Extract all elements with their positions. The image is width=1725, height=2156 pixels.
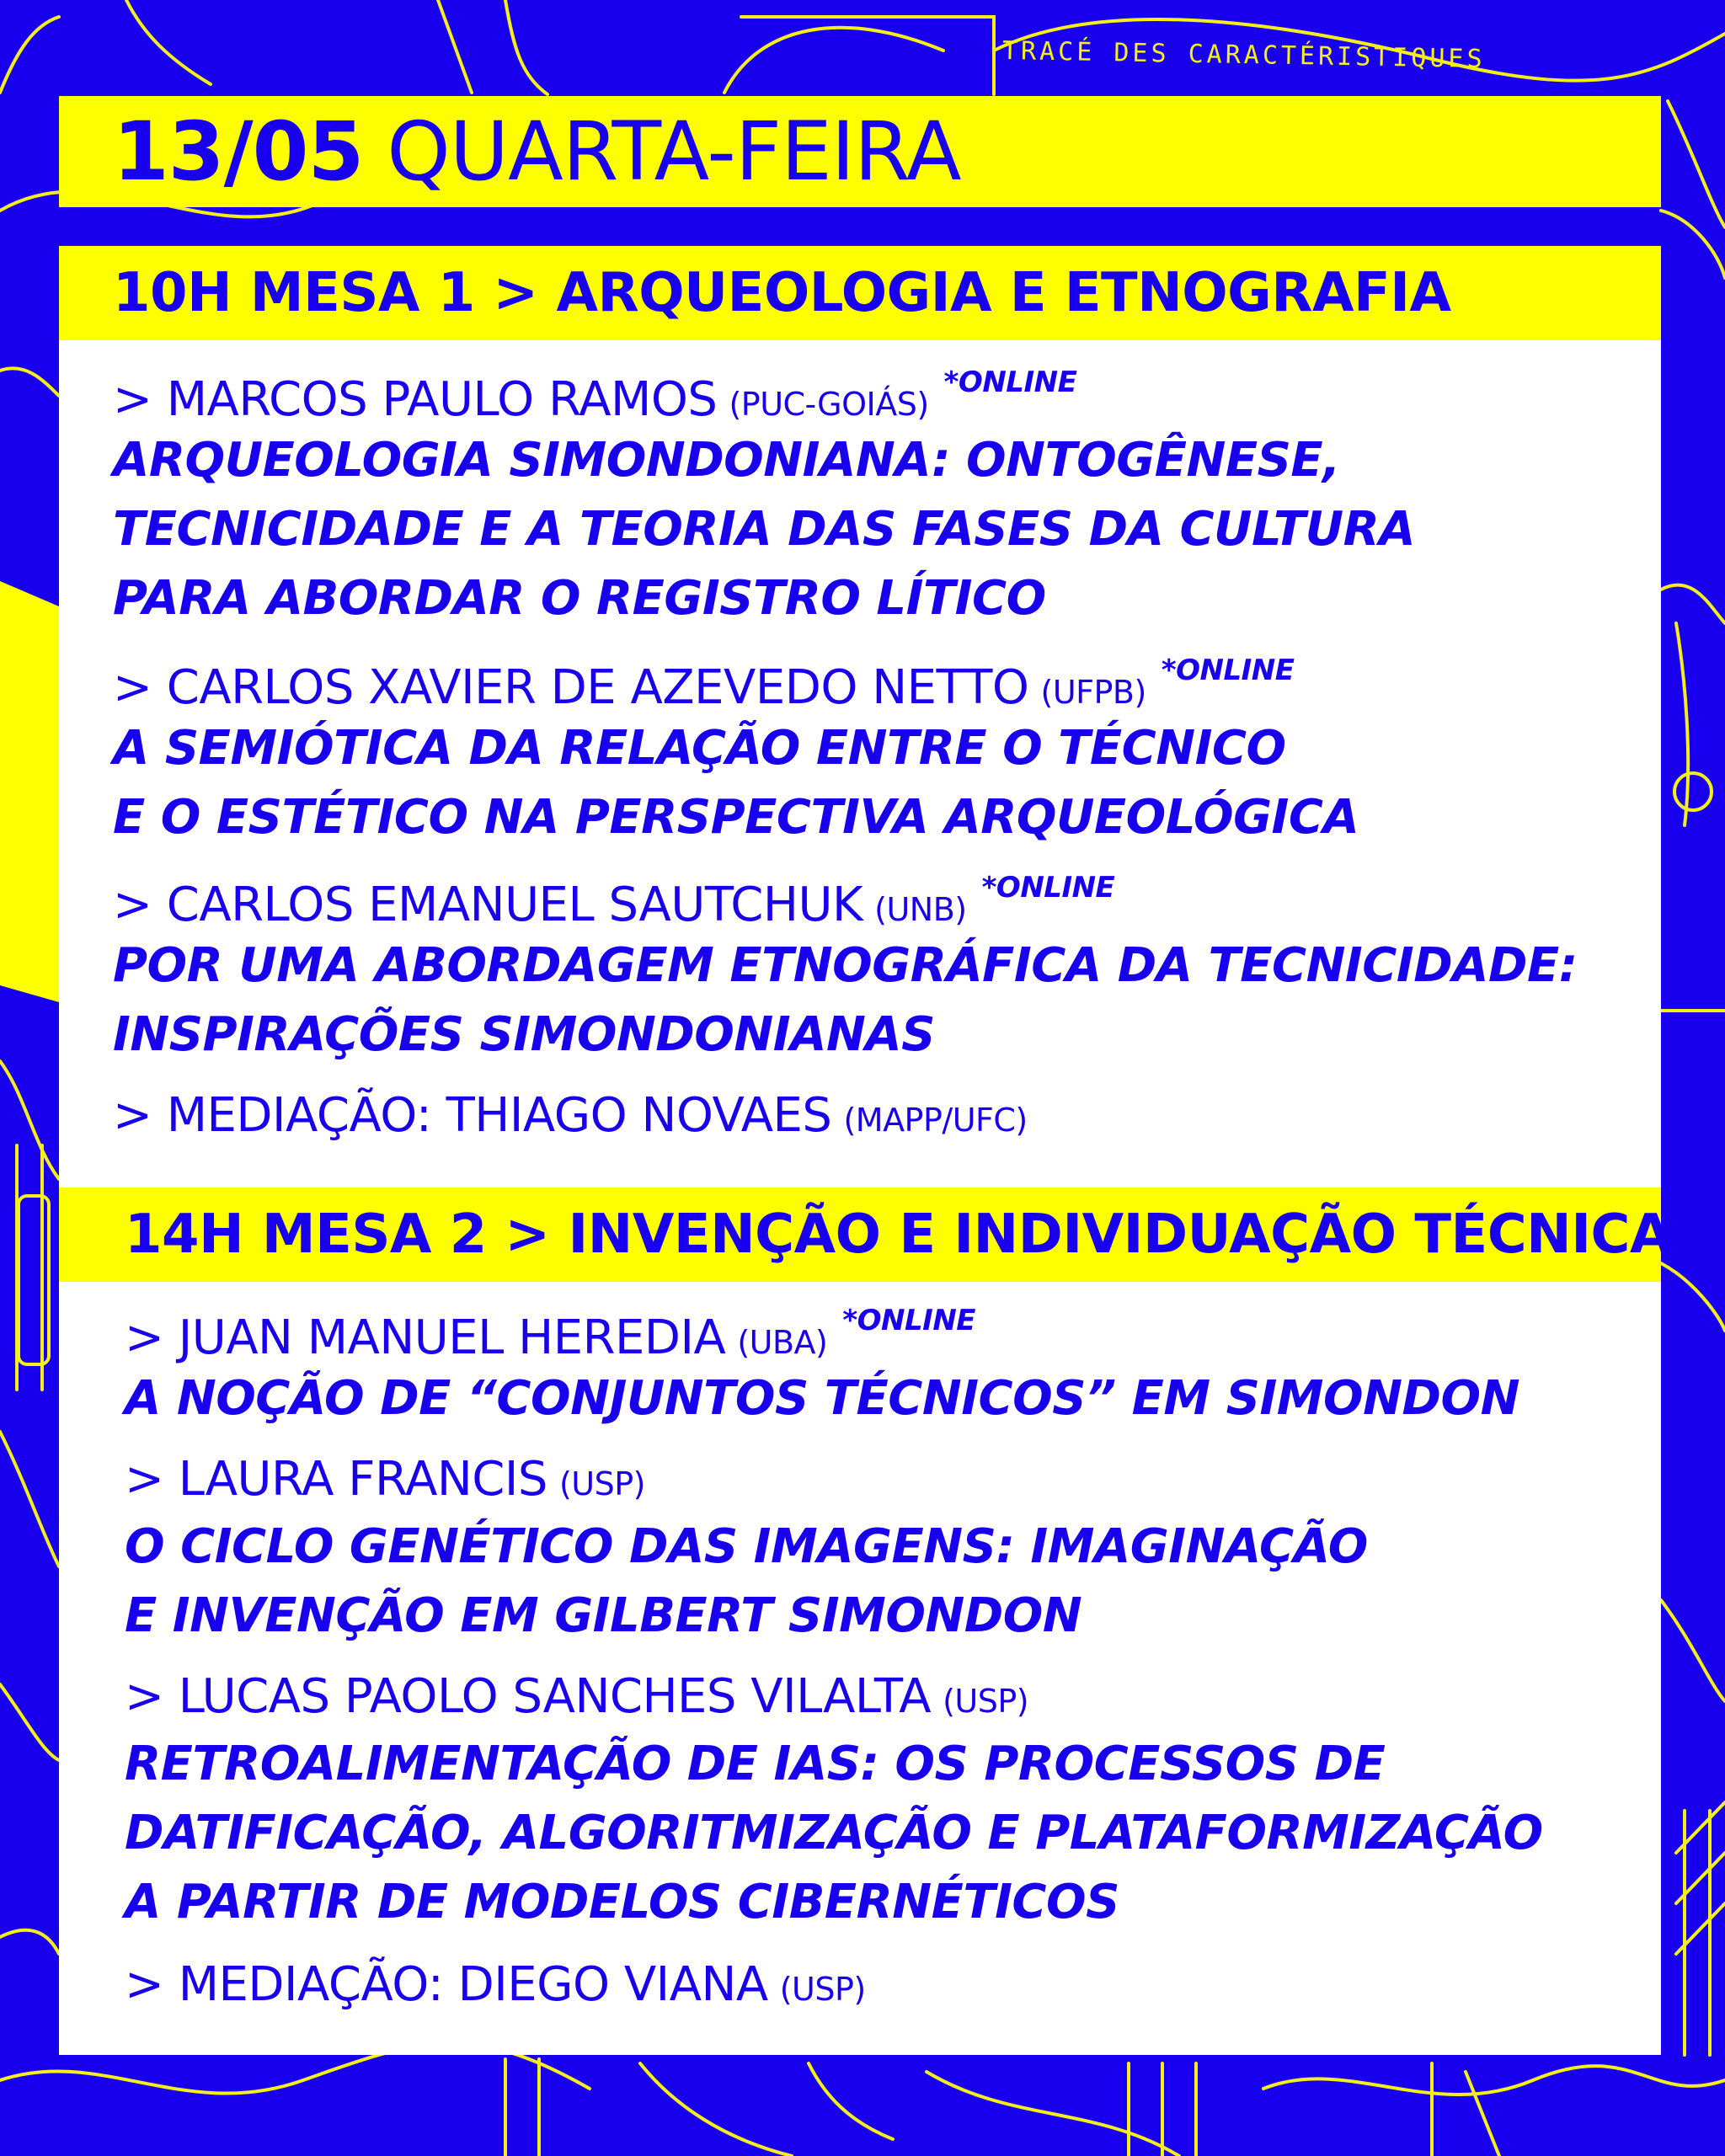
online-tag: *ONLINE (981, 871, 1115, 905)
online-tag: *ONLINE (943, 366, 1077, 399)
speaker-affiliation: (UBA) (737, 1324, 828, 1361)
speaker-name: > MARCOS PAULO RAMOS (113, 372, 718, 427)
mediator-affiliation: (MAPP/UFC) (843, 1102, 1028, 1139)
talk-title-line: RETROALIMENTAÇÃO DE IAS: OS PROCESSOS DE (125, 1737, 1386, 1791)
talk-title-line: INSPIRAÇÕES SIMONDONIANAS (113, 1007, 935, 1062)
background-caption: TRACÉ DES CARACTÉRISTIQUES (1001, 35, 1486, 75)
session-mediation (113, 1088, 1028, 1143)
talk-speaker (125, 1669, 1028, 1724)
session-1-heading-text: 10H MESA 1 > ARQUEOLOGIA E ETNOGRAFIA (113, 262, 1451, 324)
talk-speaker (113, 871, 1114, 932)
date-header (59, 96, 1661, 207)
session-1-panel (59, 340, 1661, 1187)
online-tag: *ONLINE (842, 1304, 976, 1337)
speaker-affiliation: (USP) (943, 1683, 1029, 1720)
session-1-heading (59, 246, 1661, 340)
speaker-name: > LUCAS PAOLO SANCHES VILALTA (125, 1669, 932, 1724)
talk-title-line: TECNICIDADE E A TEORIA DAS FASES DA CULTURA (113, 502, 1416, 557)
talk-title-line: POR UMA ABORDAGEM ETNOGRÁFICA DA TECNICIDADE: (113, 938, 1578, 993)
session-mediation (125, 1957, 866, 2012)
event-weekday: QUARTA-FEIRA (387, 104, 961, 199)
session-2-heading (59, 1187, 1672, 1282)
speaker-name: > JUAN MANUEL HEREDIA (125, 1310, 726, 1365)
talk-title-line: DATIFICAÇÃO, ALGORITMIZAÇÃO E PLATAFORMIZAÇÃO (125, 1806, 1543, 1860)
mediator-name: > MEDIAÇÃO: THIAGO NOVAES (113, 1088, 832, 1143)
talk-title-line: E INVENÇÃO EM GILBERT SIMONDON (125, 1588, 1082, 1643)
mediator-name: > MEDIAÇÃO: DIEGO VIANA (125, 1957, 768, 2012)
speaker-affiliation: (UNB) (874, 891, 967, 928)
event-date: 13/05 (113, 104, 364, 199)
talk-speaker (125, 1452, 645, 1507)
online-tag: *ONLINE (1161, 654, 1295, 687)
talk-title-line: A SEMIÓTICA DA RELAÇÃO ENTRE O TÉCNICO (113, 721, 1286, 776)
speaker-name: > CARLOS XAVIER DE AZEVEDO NETTO (113, 660, 1029, 715)
talk-title-line: PARA ABORDAR O REGISTRO LÍTICO (113, 571, 1046, 626)
mediator-affiliation: (USP) (779, 1971, 866, 2008)
speaker-name: > CARLOS EMANUEL SAUTCHUK (113, 878, 863, 932)
speaker-affiliation: (UFPB) (1040, 674, 1146, 711)
talk-title-line: A PARTIR DE MODELOS CIBERNÉTICOS (125, 1875, 1119, 1929)
talk-title-line: A NOÇÃO DE “CONJUNTOS TÉCNICOS” EM SIMONDON (125, 1371, 1519, 1426)
talk-speaker (125, 1304, 975, 1365)
speaker-affiliation: (USP) (558, 1465, 645, 1502)
session-2-panel (59, 1282, 1661, 2055)
speaker-name: > LAURA FRANCIS (125, 1452, 547, 1507)
session-2-heading-text: 14H MESA 2 > INVENÇÃO E INDIVIDUAÇÃO TÉCNICA (125, 1203, 1672, 1266)
talk-speaker (113, 654, 1294, 715)
talk-speaker (113, 366, 1076, 427)
talk-title-line: E O ESTÉTICO NA PERSPECTIVA ARQUEOLÓGICA (113, 790, 1359, 845)
speaker-affiliation: (PUC-GOIÁS) (729, 386, 929, 423)
talk-title-line: ARQUEOLOGIA SIMONDONIANA: ONTOGÊNESE, (113, 433, 1340, 488)
talk-title-line: O CICLO GENÉTICO DAS IMAGENS: IMAGINAÇÃO (125, 1519, 1368, 1574)
